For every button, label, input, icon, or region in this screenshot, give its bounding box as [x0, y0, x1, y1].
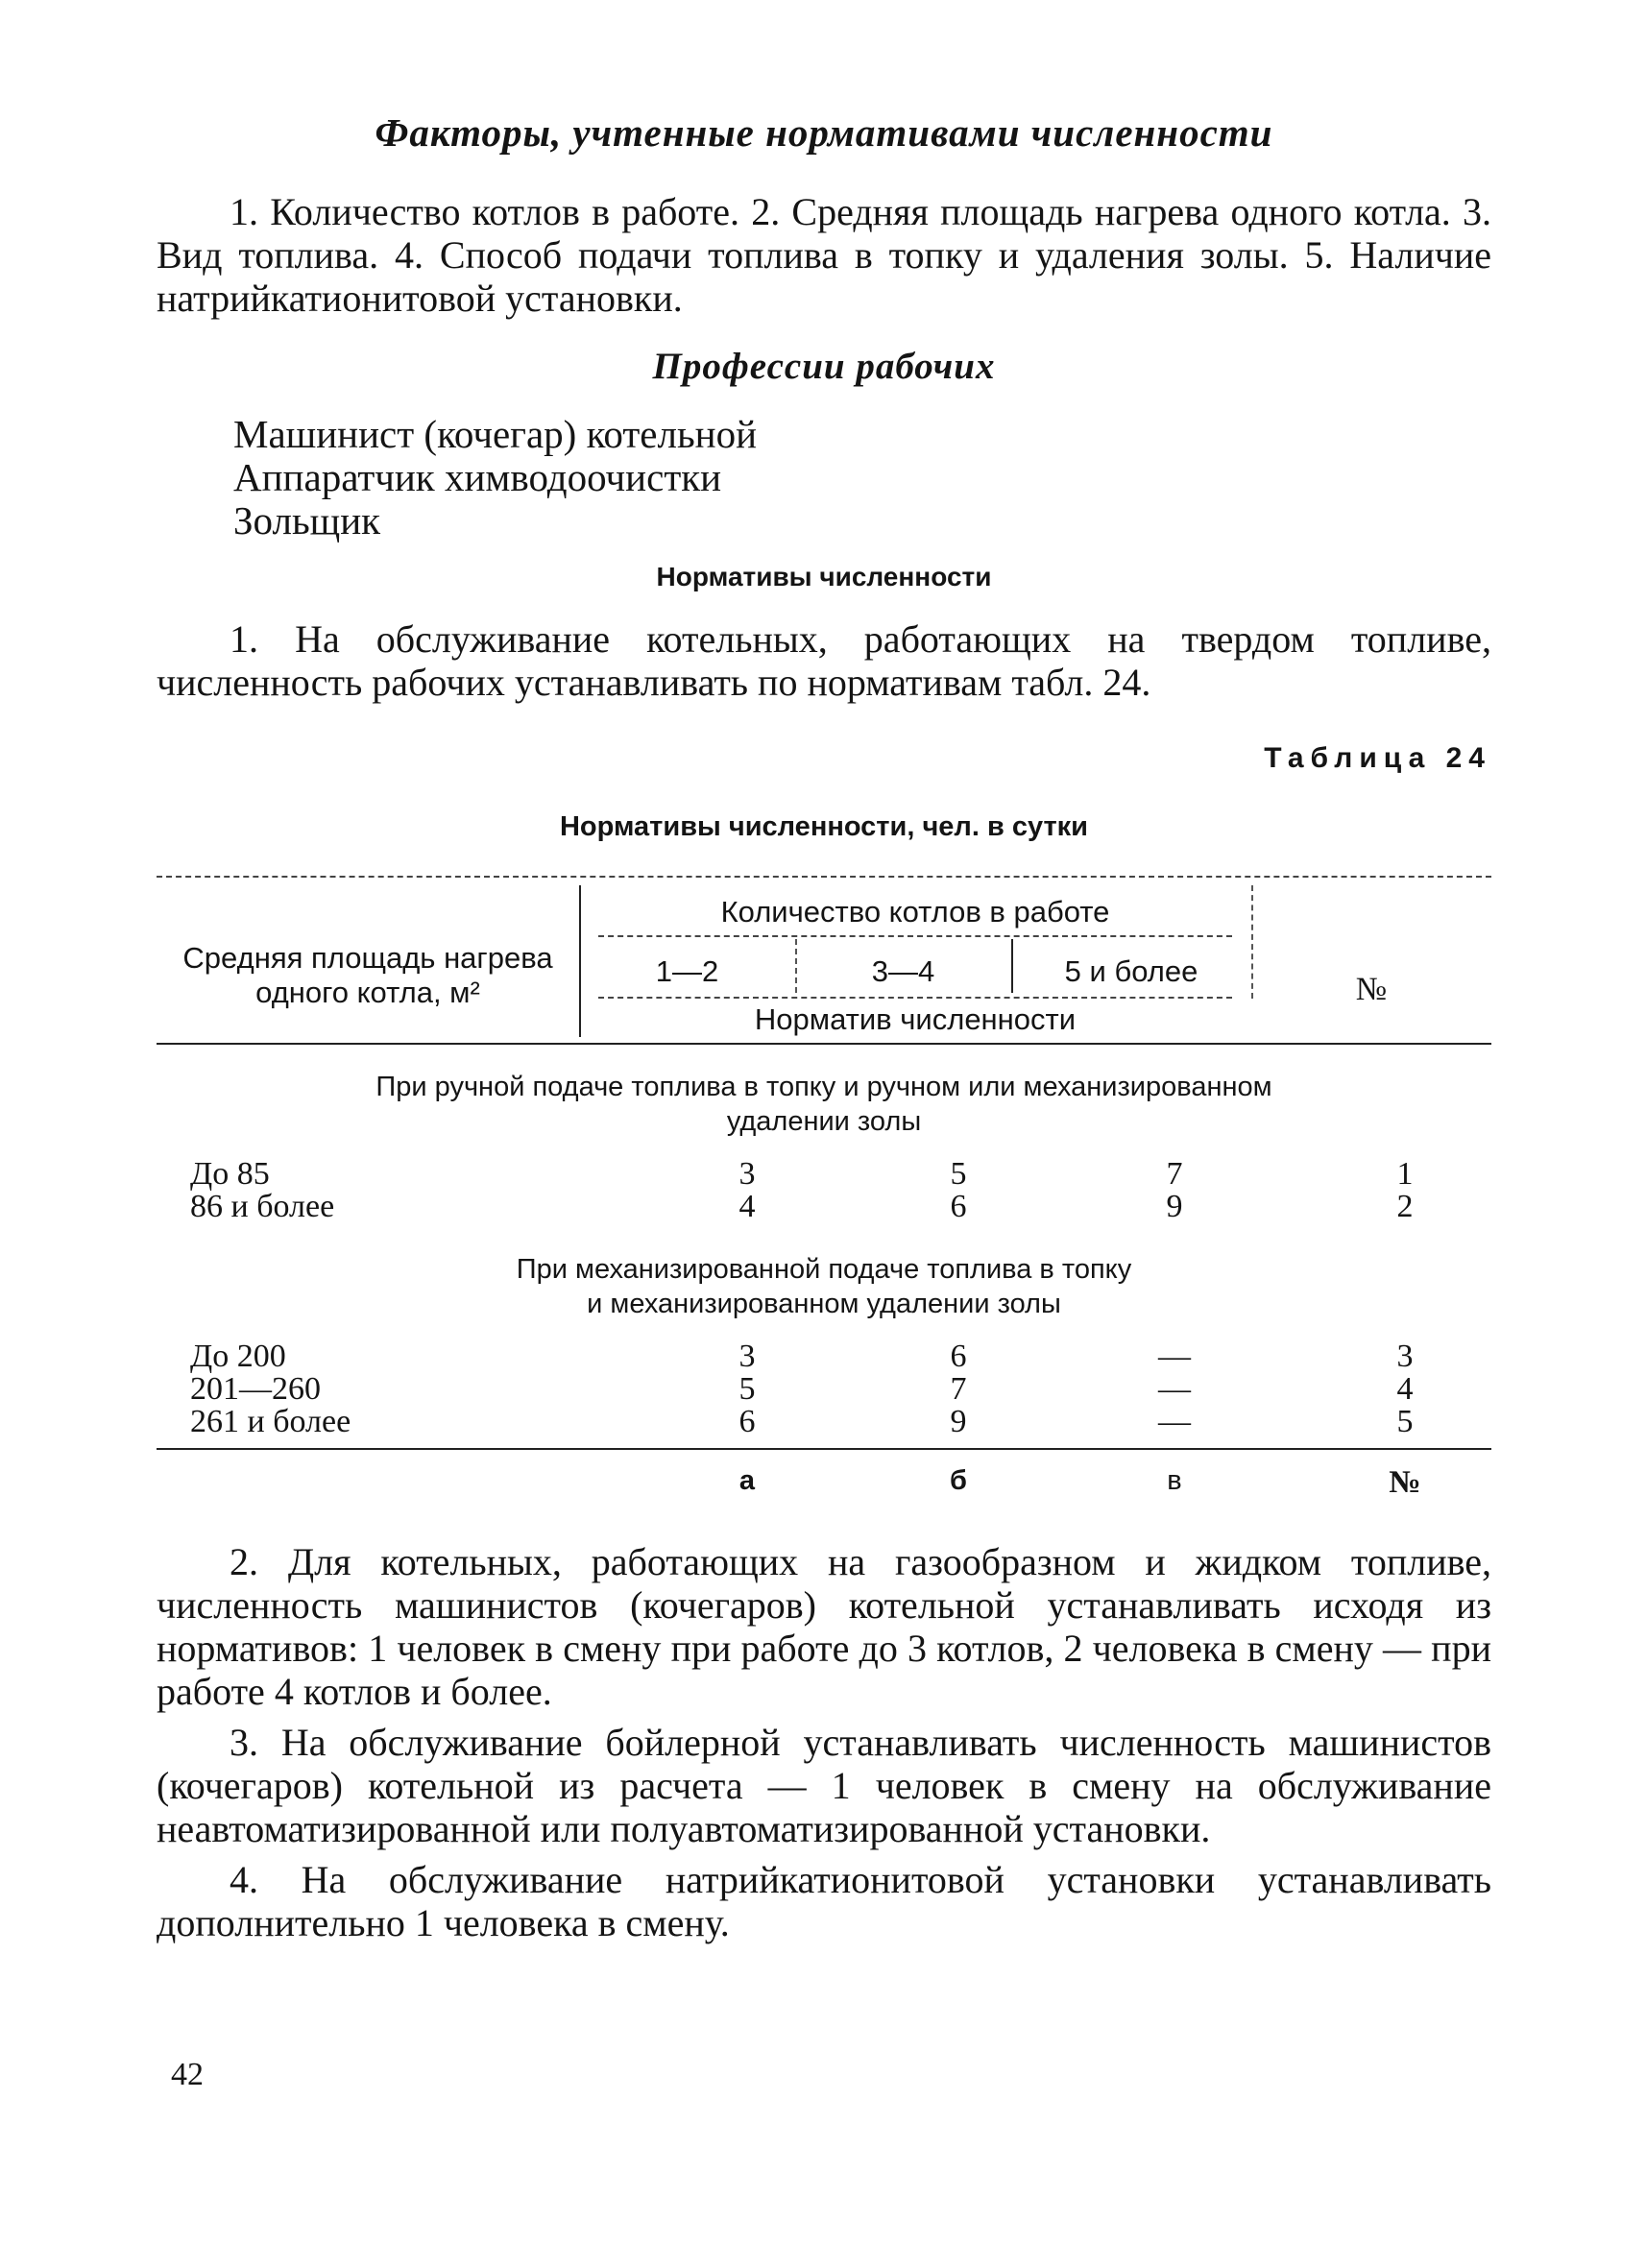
cell-number: 5: [1396, 1404, 1414, 1439]
table-row: [157, 1404, 1491, 1438]
cell-value-1: 3: [738, 1156, 756, 1192]
professions-heading: Профессии рабочих: [652, 346, 996, 387]
cell-value-3: —: [1158, 1404, 1191, 1439]
footer-col-a: а: [738, 1465, 756, 1496]
area-header-line2: одного котла, м²: [255, 976, 480, 1009]
cell-value-3: 9: [1166, 1189, 1183, 1224]
header-bottom-rule: [157, 1043, 1491, 1045]
subcol-header-1: 1—2: [655, 954, 719, 988]
cell-number: 2: [1396, 1189, 1414, 1224]
table-title: Нормативы численности, чел. в сутки: [559, 811, 1088, 842]
cell-value-1: 4: [738, 1189, 756, 1224]
subcol-header-2: 3—4: [871, 954, 935, 988]
cell-value-3: 7: [1166, 1156, 1183, 1192]
cell-value-2: 7: [950, 1371, 967, 1407]
footer-col-b: б: [950, 1465, 967, 1496]
footer-col-v: в: [1167, 1465, 1182, 1496]
group-header: Количество котлов в работе: [720, 895, 1110, 929]
group-header-rule: [598, 935, 1232, 937]
subcol-header-3: 5 и более: [1064, 954, 1198, 988]
cell-value-2: 6: [950, 1339, 967, 1374]
subcol-bottom-rule: [598, 997, 1232, 999]
factors-text: 1. Количество котлов в работе. 2. Средняя площадь нагрева одного котла. 3. Вид топлива. 4. Способ подачи топлива в топку и удаления золы. 5. Наличие натрийкатионитовой установки.: [157, 190, 1491, 320]
area-header: [157, 941, 579, 1010]
cell-value-2: 6: [950, 1189, 967, 1224]
footer-col-no: №: [1389, 1465, 1421, 1500]
cell-value-2: 5: [950, 1156, 967, 1192]
cell-value-3: —: [1158, 1371, 1191, 1407]
table-row: [157, 1189, 1491, 1223]
norms-paragraph-1: 1. На обслуживание котельных, работающих на твердом топливе, численность рабочих устанавливать по нормативам табл. 24.: [157, 617, 1491, 704]
cell-area: 86 и более: [190, 1189, 335, 1224]
section-1-title-line2: удалении золы: [726, 1106, 922, 1137]
paragraph-4: 4. На обслуживание натрийкатионитовой установки устанавливать дополнительно 1 человека в смену.: [157, 1858, 1491, 1944]
professions-list: [157, 413, 1491, 543]
cell-number: 4: [1396, 1371, 1414, 1407]
table-label: Таблица 24: [1264, 742, 1491, 774]
area-header-line1: Средняя площадь нагрева: [182, 941, 553, 975]
section-2-title: [157, 1252, 1491, 1321]
profession-item: Зольщик: [233, 498, 381, 543]
document-page: [157, 92, 1491, 1944]
table-row: [157, 1339, 1491, 1373]
factors-heading: Факторы, учтенные нормативами численности: [375, 110, 1273, 155]
cell-area: 201—260: [190, 1371, 321, 1407]
profession-item: Аппаратчик химводоочистки: [233, 455, 722, 499]
table-top-rule: [157, 876, 1491, 878]
number-header: №: [1355, 972, 1388, 1007]
norms-table: [157, 866, 1491, 1500]
cell-area: До 85: [190, 1156, 270, 1192]
section-2-title-line1: При механизированной подаче топлива в топку: [516, 1254, 1132, 1285]
cell-value-3: —: [1158, 1339, 1191, 1374]
page-number: 42: [171, 2057, 204, 2092]
table-row: [157, 1156, 1491, 1191]
cell-number: 1: [1396, 1156, 1414, 1192]
section-1-title: [157, 1070, 1491, 1139]
cell-number: 3: [1396, 1339, 1414, 1374]
cell-area: До 200: [190, 1339, 286, 1374]
cell-value-2: 9: [950, 1404, 967, 1439]
paragraph-3: 3. На обслуживание бойлерной устанавливать численность машинистов (кочегаров) котельной из расчета — 1 человек в смену на обслуживание неавтоматизированной или полуавтоматизированной установки.: [157, 1721, 1491, 1850]
table-row: [157, 1371, 1491, 1406]
bottom-header: Норматив численности: [754, 1002, 1077, 1036]
cell-value-1: 5: [738, 1371, 756, 1407]
cell-value-1: 3: [738, 1339, 756, 1374]
paragraph-2: 2. Для котельных, работающих на газообразном и жидком топливе, численность машинистов (кочегаров) котельной устанавливать исходя из нормативов: 1 человек в смену при работе до 3 котлов, 2 человека в смену — при работе 4 котлов и более.: [157, 1540, 1491, 1713]
profession-item: Машинист (кочегар) котельной: [233, 412, 758, 456]
section-2-title-line2: и механизированном удалении золы: [587, 1289, 1061, 1319]
cell-value-1: 6: [738, 1404, 756, 1439]
section-1-title-line1: При ручной подаче топлива в топку и ручном или механизированном: [375, 1072, 1272, 1102]
cell-area: 261 и более: [190, 1404, 351, 1439]
norms-heading: Нормативы численности: [656, 562, 992, 591]
table-bottom-rule: [157, 1448, 1491, 1450]
